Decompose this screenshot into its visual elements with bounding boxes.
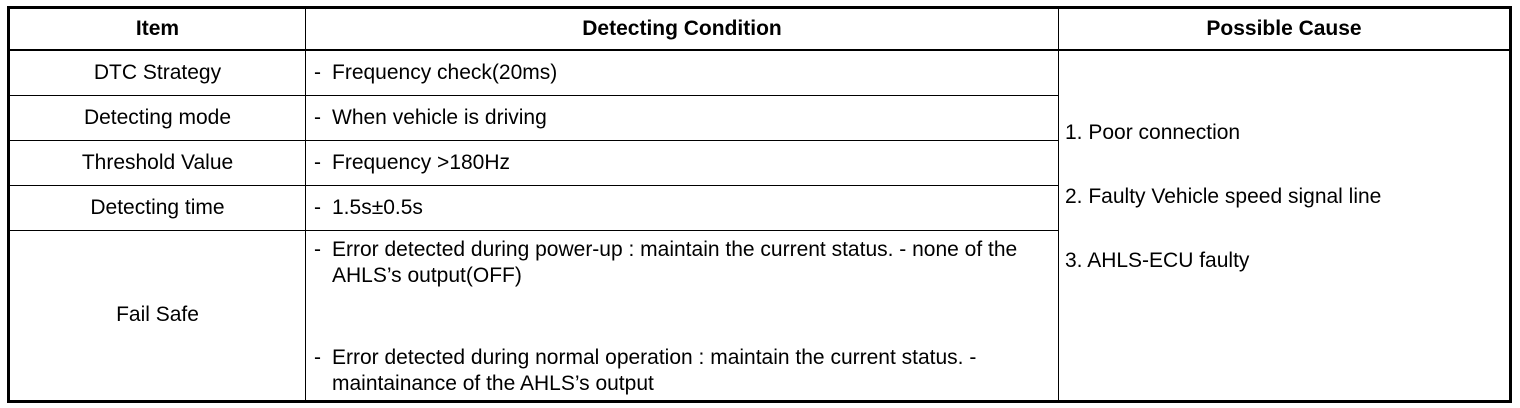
bullet-dash: - xyxy=(314,237,321,261)
row-condition xyxy=(306,95,1059,140)
bullet-dash: - xyxy=(314,105,321,129)
row-item-label: Detecting time xyxy=(9,185,306,230)
header-item: Item xyxy=(9,8,306,51)
bullet-dash: - xyxy=(314,195,321,219)
cause-item: 1. Poor connection xyxy=(1065,121,1241,144)
condition-text: Error detected during power-up : maintain the current status. - none of the AHLS’s output(OFF) xyxy=(332,237,1018,287)
row-item-label: Fail Safe xyxy=(9,230,306,401)
row-condition xyxy=(306,185,1059,230)
row-condition xyxy=(306,230,1059,401)
condition-text: When vehicle is driving xyxy=(332,105,547,129)
condition-text: 1.5s±0.5s xyxy=(332,195,423,219)
row-item-label: Detecting mode xyxy=(9,95,306,140)
possible-cause-cell xyxy=(1059,50,1511,401)
condition-text: Frequency >180Hz xyxy=(332,150,511,174)
bullet-dash: - xyxy=(314,345,321,369)
bullet-dash: - xyxy=(314,60,321,84)
row-item-label: DTC Strategy xyxy=(9,50,306,95)
header-row xyxy=(9,8,1511,51)
cause-item: 2. Faulty Vehicle speed signal line xyxy=(1065,185,1382,208)
condition-text: Frequency check(20ms) xyxy=(332,60,558,84)
bullet-dash: - xyxy=(314,150,321,174)
row-condition xyxy=(306,50,1059,95)
row-item-label: Threshold Value xyxy=(9,140,306,185)
row-condition xyxy=(306,140,1059,185)
condition-text: Error detected during normal operation : maintain the current status. - maintainance of the AHLS’s output xyxy=(332,345,977,395)
cause-item: 3. AHLS-ECU faulty xyxy=(1065,249,1250,272)
table-row xyxy=(9,50,1511,95)
dtc-table xyxy=(7,6,1512,403)
header-possible-cause: Possible Cause xyxy=(1059,8,1511,51)
header-detecting-condition: Detecting Condition xyxy=(306,8,1059,51)
